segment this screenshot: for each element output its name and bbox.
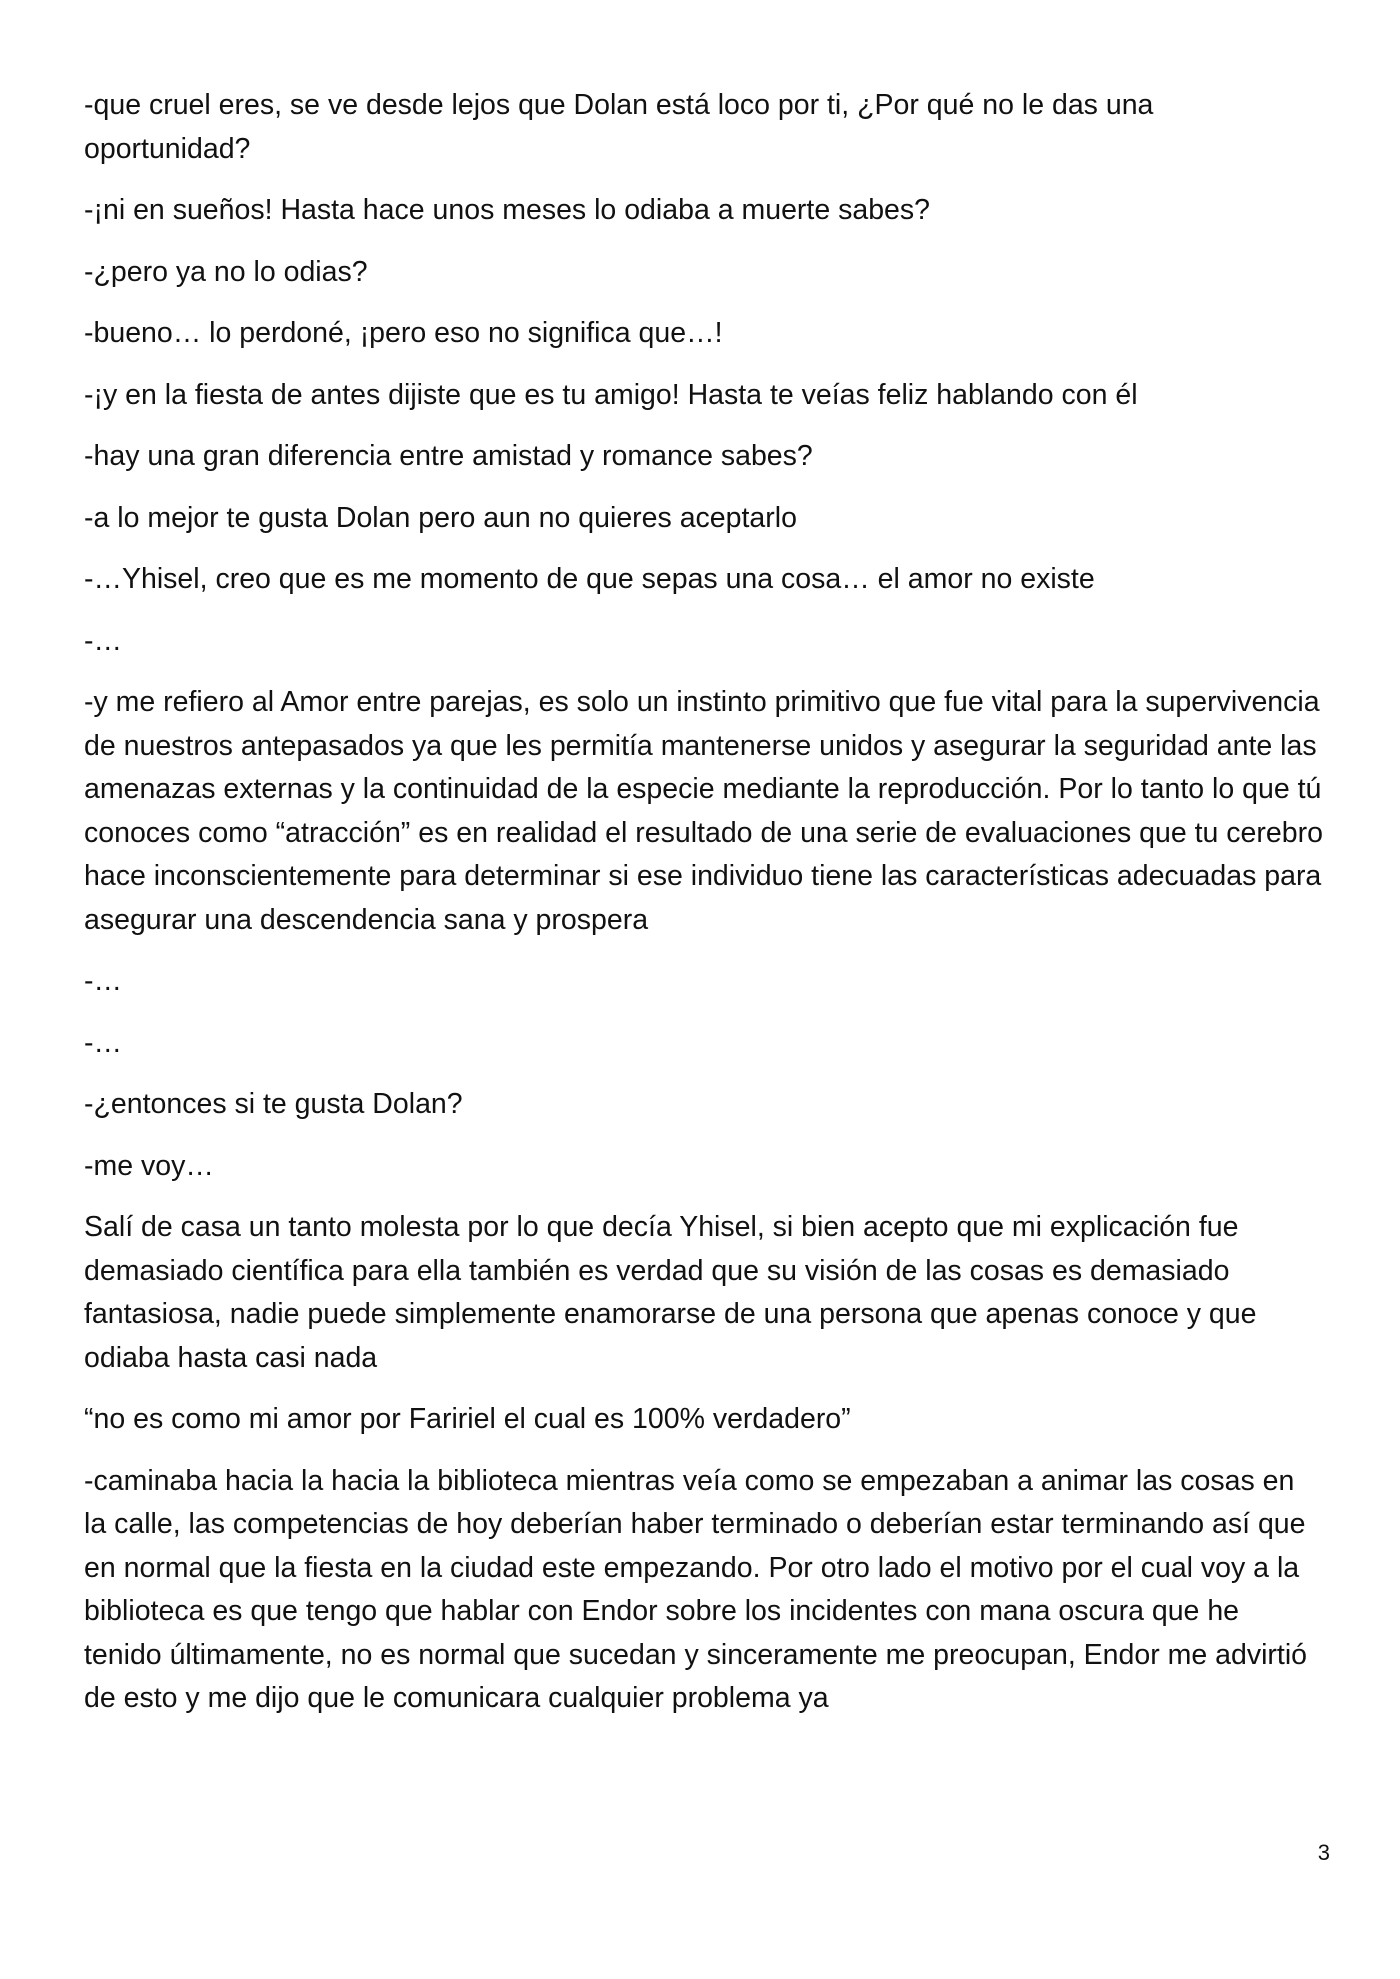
paragraph: -…: [84, 624, 122, 657]
paragraph: -a lo mejor te gusta Dolan pero aun no quieres aceptarlo: [84, 501, 797, 534]
page-number: 3: [1317, 1840, 1330, 1865]
paragraph: -¿entonces si te gusta Dolan?: [84, 1088, 463, 1120]
paragraph: -y me refiero al Amor entre parejas, es solo un instinto primitivo que fue vital para la supervivencia de nuestros antepasados ya que les permitía mantenerse unidos y asegurar la seguridad ante las amenazas externas y la continuidad de la especie mediante la reproducción. Por lo tanto lo que tú conoces como “atracción” es en realidad el resultado de una serie de evaluaciones que tu cerebro hace inconscientemente para determinar si ese individuo tiene las características adecuadas para asegurar una descendencia sana y prospera: [84, 686, 1331, 936]
paragraph: -hay una gran diferencia entre amistad y romance sabes?: [84, 440, 813, 472]
paragraph: -me voy…: [84, 1149, 214, 1182]
paragraph: -¡y en la fiesta de antes dijiste que es tu amigo! Hasta te veías feliz hablando con él: [84, 378, 1138, 411]
paragraph: -…: [84, 1026, 122, 1059]
paragraph: -¿pero ya no lo odias?: [84, 255, 368, 288]
paragraph: Salí de casa un tanto molesta por lo que decía Yhisel, si bien acepto que mi explicación fue demasiado científica para ella también es verdad que su visión de las cosas es demasiado fantasiosa, nadie puede simplemente enamorarse de una persona que apenas conoce y que odiaba hasta casi nada: [84, 1211, 1265, 1374]
paragraph: -…: [84, 965, 122, 997]
paragraph: “no es como mi amor por Faririel el cual es 100% verdadero”: [84, 1403, 851, 1435]
paragraph: -caminaba hacia la hacia la biblioteca mientras veía como se empezaban a animar las cosas en la calle, las competencias de hoy deberían haber terminado o deberían estar terminando así que en normal que la fiesta en la ciudad este empezando. Por otro lado el motivo por el cual voy a la biblioteca es que tengo que hablar con Endor sobre los incidentes con mana oscura que he tenido últimamente, no es normal que sucedan y sinceramente me preocupan, Endor me advirtió de esto y me dijo que le comunicara cualquier problema ya: [84, 1464, 1315, 1714]
paragraph: -bueno… lo perdoné, ¡pero eso no significa que…!: [84, 317, 723, 349]
document-body: [84, 84, 1331, 1739]
paragraph: -…Yhisel, creo que es me momento de que sepas una cosa… el amor no existe: [84, 563, 1095, 595]
paragraph: -¡ni en sueños! Hasta hace unos meses lo odiaba a muerte sabes?: [84, 194, 930, 226]
paragraph: -que cruel eres, se ve desde lejos que Dolan está loco por ti, ¿Por qué no le das una oportunidad?: [84, 89, 1162, 165]
